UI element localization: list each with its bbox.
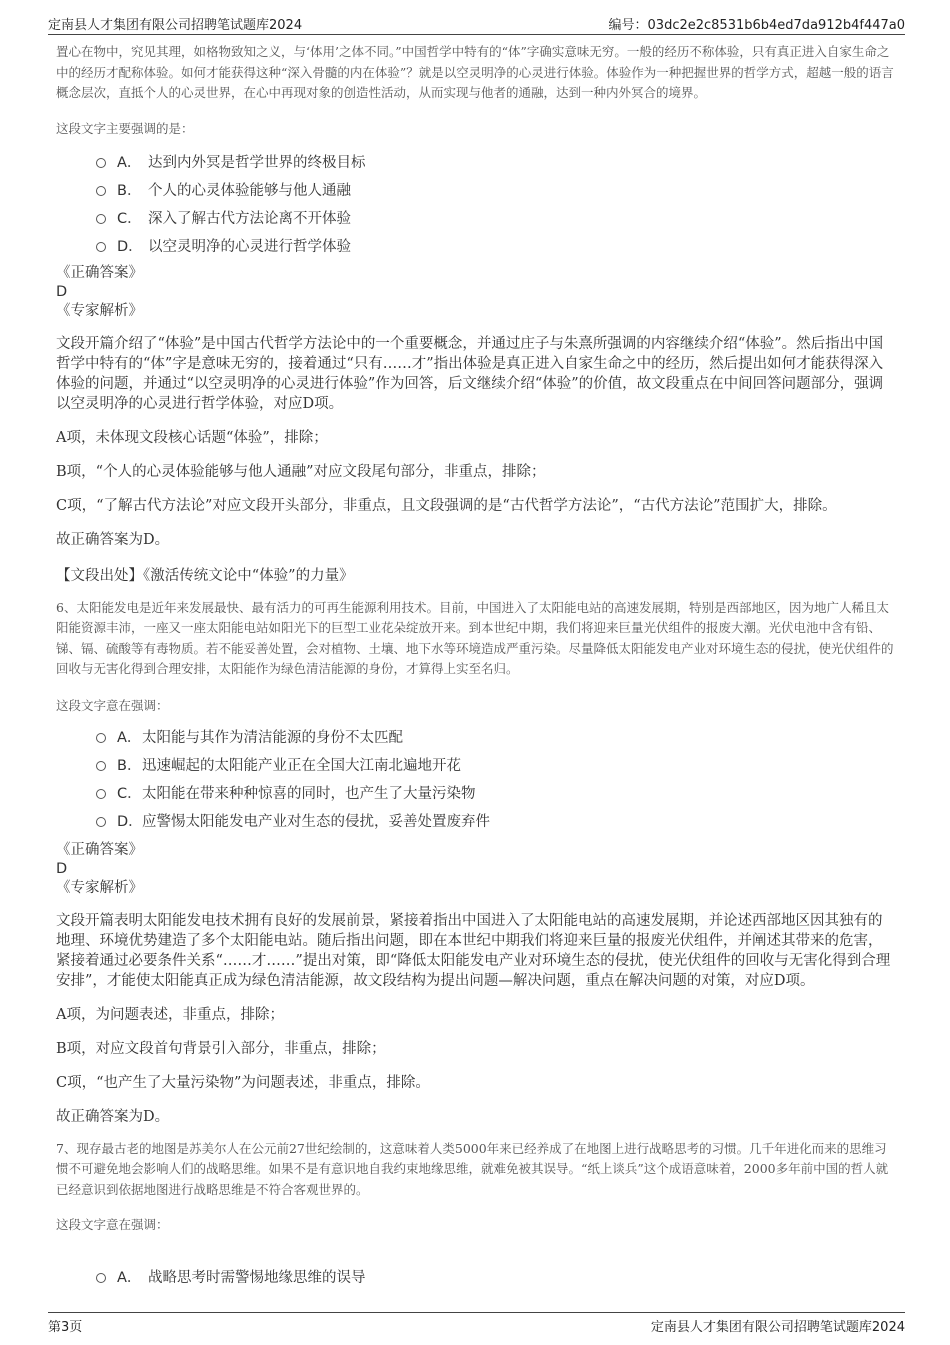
radio-icon[interactable] [96, 214, 106, 224]
radio-icon[interactable] [96, 789, 106, 799]
page-content [56, 42, 896, 1292]
header-title: 定南县人才集团有限公司招聘笔试题库2024 [48, 18, 303, 33]
q5-option-a[interactable]: A． 达到内外冥是哲学世界的终极目标 [56, 149, 896, 177]
radio-icon[interactable] [96, 158, 106, 168]
q5-note-c: C项，“了解古代方法论”对应文段开头部分，非重点，且文段强调的是“古代哲学方法论”，“古代方法论”范围扩大，排除。 [56, 497, 837, 514]
footer-title: 定南县人才集团有限公司招聘笔试题库2024 [650, 1320, 905, 1335]
q6-answer: D [56, 860, 68, 877]
q6-conclusion: 故正确答案为D。 [56, 1108, 170, 1125]
q6-option-c[interactable]: C． 太阳能在带来种种惊喜的同时，也产生了大量污染物 [56, 780, 896, 808]
q5-passage: 置心在物中，究见其理，如格物致知之义，与‘体用’之体不同。”中国哲学中特有的“体”字确实意味无穷。一般的经历不称体验，只有真正进入自家生命之中的经历才配称体验。如何才能获得这种“深入骨髓的内在体验”？就是以空灵明净的心灵进行体验。体验作为一种把握世界的哲学方式，超越一般的语言概念层次，直抵个人的心灵世界，在心中再现对象的创造性活动，从而实现与他者的通融，达到一种内外冥合的境界。 [56, 44, 894, 100]
q5-option-b[interactable]: B． 个人的心灵体验能够与他人通融 [56, 177, 896, 205]
q6-analysis: 文段开篇表明太阳能发电技术拥有良好的发展前景，紧接着指出中国进入了太阳能电站的高速发展期，并论述西部地区因其独有的地理、环境优势建造了多个太阳能电站。随后指出问题，即在本世纪中期我们将迎来巨量的报废光伏组件，并阐述其带来的危害，紧接着通过必要条件关系“……才……”提出对策，即“降低太阳能发电产业对环境生态的侵扰，使光伏组件的回收与无害化得到合理安排”，才能使太阳能真正成为绿色清洁能源，故文段结构为提出问题—解决问题，重点在解决问题的对策，对应D项。 [56, 912, 891, 989]
q5-option-c[interactable]: C． 深入了解古代方法论离不开体验 [56, 205, 896, 233]
q6-passage: 6、太阳能发电是近年来发展最快、最有活力的可再生能源利用技术。目前，中国进入了太阳能电站的高速发展期，特别是西部地区，因为地广人稀且太阳能资源丰沛，一座又一座太阳能电站如阳光下的巨型工业花朵绽放开来。到本世纪中期，我们将迎来巨量光伏组件的报废大潮。光伏电池中含有铅、锑、镉、硫酸等有毒物质。若不能妥善处置，会对植物、土壤、地下水等环境造成严重污染。尽量降低太阳能发电产业对环境生态的侵扰，使光伏组件的回收与无害化得到合理安排，太阳能作为绿色清洁能源的身份，才算得上实至名归。 [56, 599, 894, 676]
q5-analysis-label: 《专家解析》 [56, 302, 143, 319]
q5-note-a: A项，未体现文段核心话题“体验”，排除； [56, 429, 328, 446]
q5-note-b: B项，“个人的心灵体验能够与他人通融”对应文段尾句部分，非重点，排除； [56, 463, 546, 480]
header-doc-id: 编号：03dc2e2c8531b6b4ed7da912b4f447a0 [608, 18, 905, 33]
q5-answer-label: 《正确答案》 [56, 264, 143, 281]
q5-analysis: 文段开篇介绍了“体验”是中国古代哲学方法论中的一个重要概念，并通过庄子与朱熹所强调的内容继续介绍“体验”。然后指出中国哲学中特有的“体”字是意味无穷的，接着通过“只有……才”指出体验是真正进入自家生命之中的经历，然后提出如何才能获得深入体验的问题，并通过“以空灵明净的心灵进行体验”作为回答，后文继续介绍“体验”的价值，故文段重点在中间回答问题部分，强调以空灵明净的心灵进行哲学体验，对应D项。 [56, 335, 884, 412]
radio-icon[interactable] [96, 761, 106, 771]
page-footer [48, 1312, 905, 1335]
q6-prompt: 这段文字意在强调： [56, 697, 169, 713]
q7-options [56, 1264, 896, 1292]
q5-source: 【文段出处】《激活传统文论中“体验”的力量》 [56, 567, 354, 584]
radio-icon[interactable] [96, 1273, 106, 1283]
q6-options [56, 724, 896, 836]
q6-option-a[interactable]: A． 太阳能与其作为清洁能源的身份不太匹配 [56, 724, 896, 752]
page-header [48, 12, 905, 35]
q5-options [56, 149, 896, 261]
q7-passage: 7、现存最古老的地图是苏美尔人在公元前27世纪绘制的，这意味着人类5000年来已经养成了在地图上进行战略思考的习惯。几千年进化而来的思维习惯不可避免地会影响人们的战略思维。如果不是有意识地自我约束地缘思维，就难免被其误导。“纸上谈兵”这个成语意味着，2000多年前中国的哲人就已经意识到依据地图进行战略思维是不符合客观世界的。 [56, 1140, 889, 1197]
q6-note-c: C项，“也产生了大量污染物”为问题表述，非重点，排除。 [56, 1074, 430, 1091]
q5-prompt: 这段文字主要强调的是： [56, 120, 194, 136]
q6-note-b: B项，对应文段首句背景引入部分，非重点，排除； [56, 1040, 386, 1057]
q5-answer: D [56, 283, 68, 300]
q6-note-a: A项，为问题表述，非重点，排除； [56, 1006, 284, 1023]
q7-prompt: 这段文字意在强调： [56, 1217, 169, 1232]
radio-icon[interactable] [96, 733, 106, 743]
q5-option-d[interactable]: D． 以空灵明净的心灵进行哲学体验 [56, 233, 896, 261]
q6-answer-label: 《正确答案》 [56, 841, 143, 858]
radio-icon[interactable] [96, 242, 106, 252]
radio-icon[interactable] [96, 817, 106, 827]
page-number: 第3页 [48, 1320, 83, 1335]
q6-option-b[interactable]: B． 迅速崛起的太阳能产业正在全国大江南北遍地开花 [56, 752, 896, 780]
q5-conclusion: 故正确答案为D。 [56, 531, 170, 548]
q6-analysis-label: 《专家解析》 [56, 879, 143, 896]
q7-option-a[interactable]: A． 战略思考时需警惕地缘思维的误导 [56, 1264, 896, 1292]
q6-option-d[interactable]: D． 应警惕太阳能发电产业对生态的侵扰，妥善处置废弃件 [56, 808, 896, 836]
radio-icon[interactable] [96, 186, 106, 196]
